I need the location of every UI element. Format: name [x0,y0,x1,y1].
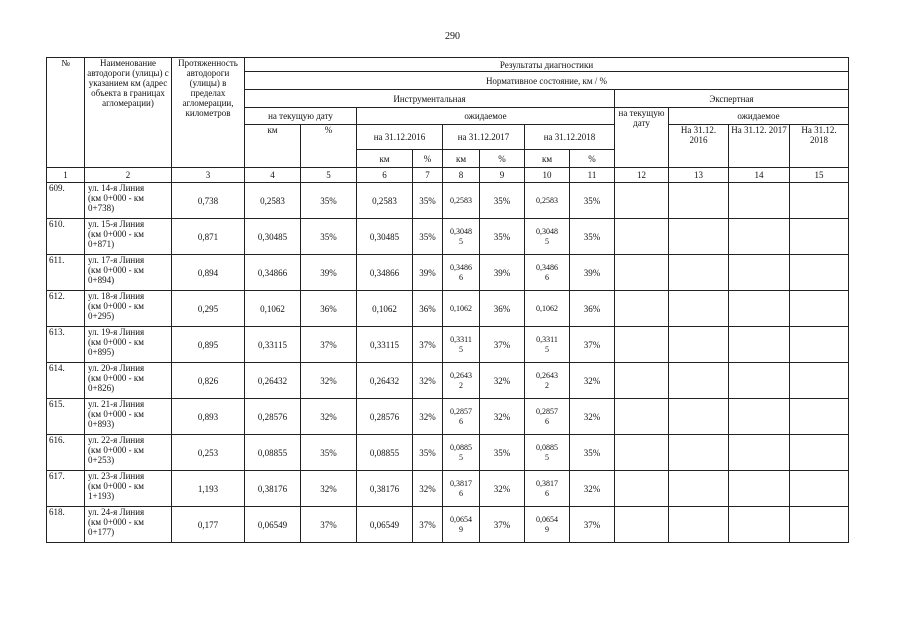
expert-cell [615,399,669,435]
current-km: 0,30485 [245,219,301,255]
percent-2016: 32% [413,399,443,435]
percent-2018: 32% [570,399,615,435]
percent-2017: 37% [480,507,525,543]
km-2016: 0,34866 [357,255,413,291]
expert-cell [615,255,669,291]
table-row [47,219,849,255]
header-date-2018: на 31.12.2018 [525,125,615,150]
road-name: ул. 17-я Линия (км 0+000 - км 0+894) [85,255,172,291]
expert-cell [790,219,849,255]
percent-2018: 32% [570,363,615,399]
current-percent: 39% [301,255,357,291]
km-2017: 0,2857 6 [443,399,480,435]
km-2017: 0,3817 6 [443,471,480,507]
current-km: 0,26432 [245,363,301,399]
km-2017: 0,3048 5 [443,219,480,255]
road-name: ул. 18-я Линия (км 0+000 - км 0+295) [85,291,172,327]
column-number: 14 [729,168,790,183]
header-instrumental: Инструментальная [245,90,615,108]
expert-cell [790,291,849,327]
expert-cell [615,507,669,543]
header-percent: % [301,125,357,168]
expert-cell [729,255,790,291]
percent-2016: 32% [413,363,443,399]
current-km: 0,2583 [245,183,301,219]
road-length: 0,895 [172,327,245,363]
row-number: 614. [47,363,85,399]
percent-2016: 37% [413,327,443,363]
expert-cell [669,435,729,471]
km-2016: 0,30485 [357,219,413,255]
current-km: 0,33115 [245,327,301,363]
percent-2017: 32% [480,399,525,435]
road-length: 0,871 [172,219,245,255]
header-name: Наименование автодороги (улицы) с указанием км (адрес объекта в границах агломерации) [85,58,172,168]
current-percent: 32% [301,363,357,399]
expert-cell [790,435,849,471]
percent-2016: 39% [413,255,443,291]
road-length: 1,193 [172,471,245,507]
expert-cell [729,435,790,471]
percent-2018: 35% [570,219,615,255]
expert-cell [669,471,729,507]
column-number: 15 [790,168,849,183]
current-km: 0,06549 [245,507,301,543]
column-number: 3 [172,168,245,183]
header-percent-2017: % [480,150,525,168]
percent-2018: 32% [570,471,615,507]
column-number: 6 [357,168,413,183]
expert-cell [669,291,729,327]
km-2017: 0,2583 [443,183,480,219]
header-km-2018: км [525,150,570,168]
expert-cell [729,363,790,399]
km-2017: 0,2643 2 [443,363,480,399]
header-expected: ожидаемое [357,108,615,125]
km-2017: 0,3486 6 [443,255,480,291]
km-2018: 0,1062 [525,291,570,327]
km-2016: 0,2583 [357,183,413,219]
column-number-row [47,168,849,183]
current-percent: 32% [301,399,357,435]
expert-cell [669,183,729,219]
percent-2016: 35% [413,183,443,219]
header-expert-expected: ожидаемое [669,108,849,125]
percent-2017: 36% [480,291,525,327]
km-2016: 0,1062 [357,291,413,327]
header-expert-2016: На 31.12. 2016 [669,125,729,168]
header-length: Протяженность автодороги (улицы) в пределах агломерации, километров [172,58,245,168]
current-percent: 37% [301,327,357,363]
percent-2017: 35% [480,183,525,219]
road-name: ул. 23-я Линия (км 0+000 - км 1+193) [85,471,172,507]
column-number: 8 [443,168,480,183]
expert-cell [729,291,790,327]
percent-2016: 37% [413,507,443,543]
km-2017: 0,0885 5 [443,435,480,471]
road-length: 0,894 [172,255,245,291]
header-percent-2016: % [413,150,443,168]
header-km: км [245,125,301,168]
expert-cell [790,471,849,507]
expert-cell [669,327,729,363]
km-2016: 0,33115 [357,327,413,363]
header-results: Результаты диагностики [245,58,849,72]
road-name: ул. 24-я Линия (км 0+000 - км 0+177) [85,507,172,543]
row-number: 618. [47,507,85,543]
road-length: 0,893 [172,399,245,435]
percent-2017: 37% [480,327,525,363]
row-number: 617. [47,471,85,507]
km-2018: 0,2583 [525,183,570,219]
row-number: 611. [47,255,85,291]
column-number: 2 [85,168,172,183]
expert-cell [669,219,729,255]
road-name: ул. 22-я Линия (км 0+000 - км 0+253) [85,435,172,471]
km-2016: 0,08855 [357,435,413,471]
header-date-2017: на 31.12.2017 [443,125,525,150]
expert-cell [615,291,669,327]
table-row [47,183,849,219]
expert-cell [615,183,669,219]
expert-cell [729,399,790,435]
column-number: 5 [301,168,357,183]
km-2018: 0,0885 5 [525,435,570,471]
column-number: 13 [669,168,729,183]
km-2018: 0,2857 6 [525,399,570,435]
current-km: 0,08855 [245,435,301,471]
header-km-2016: км [357,150,413,168]
header-expert-2018: На 31.12. 2018 [790,125,849,168]
table-row [47,471,849,507]
road-name: ул. 20-я Линия (км 0+000 - км 0+826) [85,363,172,399]
expert-cell [729,219,790,255]
expert-cell [615,435,669,471]
expert-cell [790,183,849,219]
km-2017: 0,1062 [443,291,480,327]
header-km-2017: км [443,150,480,168]
km-2016: 0,26432 [357,363,413,399]
km-2018: 0,3486 6 [525,255,570,291]
percent-2018: 35% [570,183,615,219]
km-2017: 0,3311 5 [443,327,480,363]
expert-cell [729,327,790,363]
column-number: 9 [480,168,525,183]
column-number: 1 [47,168,85,183]
table-row [47,507,849,543]
road-name: ул. 21-я Линия (км 0+000 - км 0+893) [85,399,172,435]
row-number: 609. [47,183,85,219]
header-current-date: на текущую дату [245,108,357,125]
row-number: 612. [47,291,85,327]
current-percent: 35% [301,219,357,255]
expert-cell [669,399,729,435]
km-2018: 0,3048 5 [525,219,570,255]
km-2016: 0,38176 [357,471,413,507]
road-length: 0,295 [172,291,245,327]
current-km: 0,38176 [245,471,301,507]
header-no: № [47,58,85,168]
percent-2017: 32% [480,363,525,399]
column-number: 7 [413,168,443,183]
km-2018: 0,3311 5 [525,327,570,363]
expert-cell [615,363,669,399]
percent-2016: 35% [413,435,443,471]
road-name: ул. 15-я Линия (км 0+000 - км 0+871) [85,219,172,255]
current-percent: 37% [301,507,357,543]
table-row [47,399,849,435]
expert-cell [790,327,849,363]
percent-2017: 35% [480,219,525,255]
percent-2018: 39% [570,255,615,291]
page-number: 290 [445,31,460,42]
km-2018: 0,0654 9 [525,507,570,543]
column-number: 10 [525,168,570,183]
road-name: ул. 19-я Линия (км 0+000 - км 0+895) [85,327,172,363]
header-normative: Нормативное состояние, км / % [245,72,849,90]
current-km: 0,28576 [245,399,301,435]
column-number: 11 [570,168,615,183]
expert-cell [669,363,729,399]
percent-2016: 32% [413,471,443,507]
column-number: 4 [245,168,301,183]
road-name: ул. 14-я Линия (км 0+000 - км 0+738) [85,183,172,219]
expert-cell [790,507,849,543]
expert-cell [729,183,790,219]
expert-cell [729,471,790,507]
row-number: 610. [47,219,85,255]
diagnostics-table [46,57,849,543]
road-length: 0,738 [172,183,245,219]
km-2018: 0,2643 2 [525,363,570,399]
km-2016: 0,28576 [357,399,413,435]
expert-cell [615,471,669,507]
header-expert-current: на текущую дату [615,108,669,168]
table-row [47,255,849,291]
percent-2018: 37% [570,507,615,543]
header-date-2016: на 31.12.2016 [357,125,443,150]
row-number: 616. [47,435,85,471]
percent-2017: 35% [480,435,525,471]
table-row [47,363,849,399]
table-row [47,327,849,363]
header-expert-2017: На 31.12. 2017 [729,125,790,168]
table-row [47,435,849,471]
percent-2016: 36% [413,291,443,327]
current-percent: 36% [301,291,357,327]
expert-cell [615,327,669,363]
row-number: 613. [47,327,85,363]
current-km: 0,1062 [245,291,301,327]
road-length: 0,826 [172,363,245,399]
current-percent: 35% [301,183,357,219]
expert-cell [790,363,849,399]
current-percent: 35% [301,435,357,471]
expert-cell [669,507,729,543]
row-number: 615. [47,399,85,435]
km-2018: 0,3817 6 [525,471,570,507]
percent-2018: 36% [570,291,615,327]
road-length: 0,253 [172,435,245,471]
percent-2017: 39% [480,255,525,291]
expert-cell [729,507,790,543]
percent-2018: 37% [570,327,615,363]
percent-2016: 35% [413,219,443,255]
table-row [47,291,849,327]
expert-cell [790,255,849,291]
current-km: 0,34866 [245,255,301,291]
header-percent-2018: % [570,150,615,168]
expert-cell [790,399,849,435]
percent-2018: 35% [570,435,615,471]
header-expert: Экспертная [615,90,849,108]
km-2016: 0,06549 [357,507,413,543]
km-2017: 0,0654 9 [443,507,480,543]
expert-cell [615,219,669,255]
road-length: 0,177 [172,507,245,543]
percent-2017: 32% [480,471,525,507]
column-number: 12 [615,168,669,183]
expert-cell [669,255,729,291]
current-percent: 32% [301,471,357,507]
